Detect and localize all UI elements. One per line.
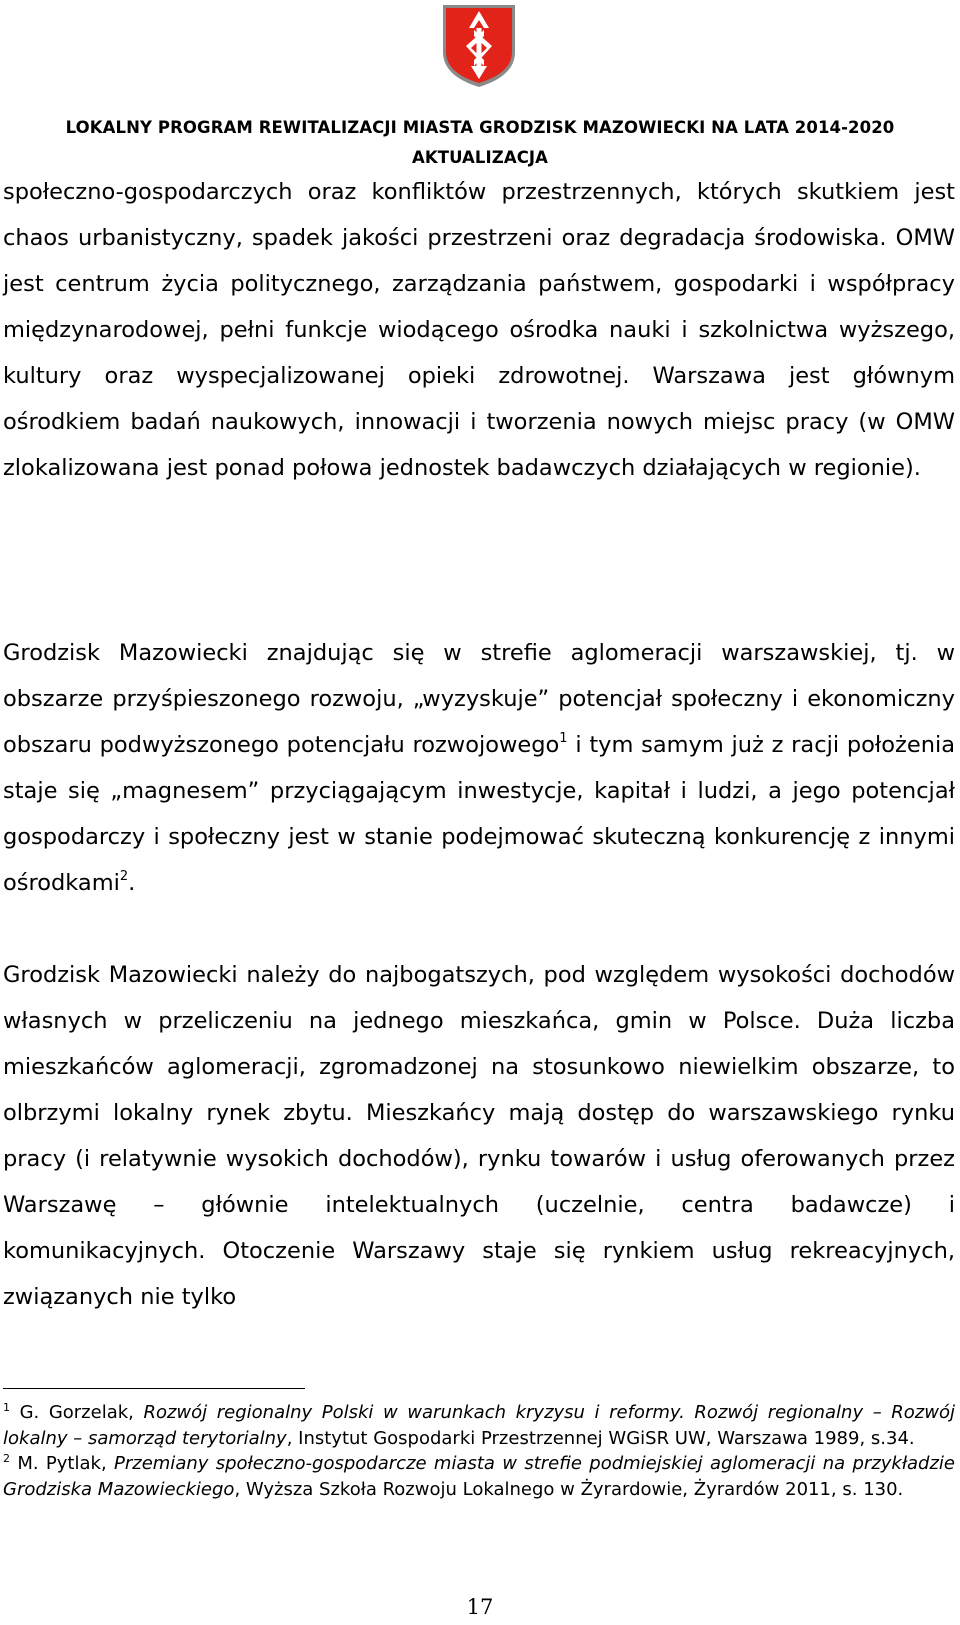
footnote-2-author: M. Pytlak, [10, 1453, 114, 1474]
footnote-ref-1[interactable]: 1 [559, 731, 568, 746]
footnote-ref-2[interactable]: 2 [119, 869, 129, 884]
footnote-1-author: G. Gorzelak, [10, 1402, 144, 1423]
footnote-1-publisher: , Instytut Gospodarki Przestrzennej WGiSR UW, Warszawa 1989, s.34. [286, 1427, 915, 1449]
document-header [0, 113, 960, 173]
paragraph-2-part-2: i tym samym już z racji położenia staje się „magnesem” przyciągającym inwestycje, kapitał i ludzi, a jego potencjał gospodarczy i społeczny jest w stanie podejmować skuteczną konkurencję z innymi ośrodkami [3, 732, 955, 896]
footnote-separator [3, 1388, 305, 1389]
coat-of-arms-logo [440, 2, 518, 90]
paragraph-2-part-1: Grodzisk Mazowiecki znajdując się w strefie aglomeracji warszawskiej, tj. w obszarze przyśpieszonego rozwoju, „wyzyskuje” potencjał społeczny i ekonomiczny obszaru podwyższonego potencjału rozwojowego [3, 640, 955, 758]
footnote-1-title: Rozwój regionalny Polski w warunkach kryzysu i reformy. Rozwój regionalny – Rozwój lokalny – samorząd terytorialny [3, 1402, 955, 1449]
footnote-2-publisher: , Wyższa Szkoła Rozwoju Lokalnego w Żyrardowie, Żyrardów 2011, s. 130. [234, 1478, 904, 1500]
paragraph-3: Grodzisk Mazowiecki należy do najbogatszych, pod względem wysokości dochodów własnych w przeliczeniu na jednego mieszkańca, gmin w Polsce. Duża liczba mieszkańców aglomeracji, zgromadzonej na stosunkowo niewielkim obszarze, to olbrzymi lokalny rynek zbytu. Mieszkańcy mają dostęp do warszawskiego rynku pracy (i relatywnie wysokich dochodów), rynku towarów i usług oferowanych przez Warszawę – głównie intelektualnych (uczelnie, centra badawcze) i komunikacyjnych. Otoczenie Warszawy staje się rynkiem usług rekreacyjnych, związanych nie tylko [3, 962, 955, 1310]
footnotes [3, 1400, 955, 1502]
footnote-2 [3, 1451, 955, 1502]
paragraph-2 [3, 630, 955, 906]
paragraph-1: społeczno-gospodarczych oraz konfliktów przestrzennych, których skutkiem jest chaos urbanistyczny, spadek jakości przestrzeni oraz degradacja środowiska. OMW jest centrum życia politycznego, zarządzania państwem, gospodarki i współpracy międzynarodowej, pełni funkcje wiodącego ośrodka nauki i szkolnictwa wyższego, kultury oraz wyspecjalizowanej opieki zdrowotnej. Warszawa jest głównym ośrodkiem badań naukowych, innowacji i tworzenia nowych miejsc pracy (w OMW zlokalizowana jest ponad połowa jednostek badawczych działających w regionie). [3, 179, 955, 481]
paragraph-2-part-3: . [128, 870, 136, 896]
footnote-2-title: Przemiany społeczno-gospodarcze miasta w strefie podmiejskiej aglomeracji na przykładzie Grodziska Mazowieckiego [3, 1453, 955, 1500]
page-number: 17 [466, 1595, 494, 1619]
footnote-2-number: 2 [3, 1452, 10, 1465]
header-program-title: LOKALNY PROGRAM REWITALIZACJI MIASTA GRODZISK MAZOWIECKI NA LATA 2014-2020 [65, 118, 895, 137]
footnote-1-number: 1 [3, 1401, 10, 1414]
footnote-1 [3, 1400, 955, 1451]
header-update-label: AKTUALIZACJA [411, 148, 549, 167]
